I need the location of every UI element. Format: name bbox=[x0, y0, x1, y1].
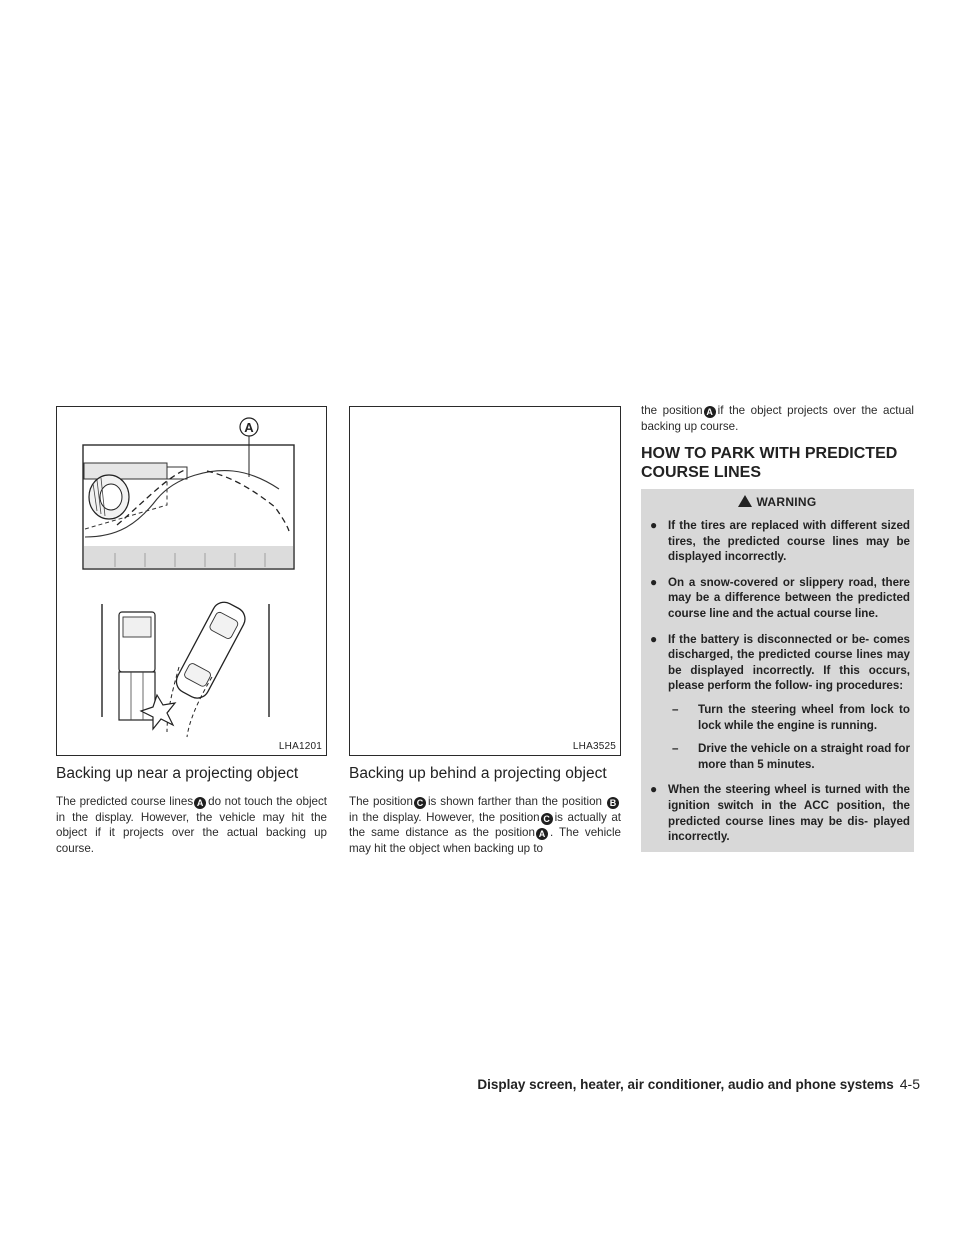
procedure-item: – Drive the vehicle on a straight road for more than 5 minutes. bbox=[672, 742, 910, 771]
bullet-icon: ● bbox=[650, 518, 658, 532]
marker-a-icon: A bbox=[194, 797, 206, 809]
figure-lha1201 bbox=[56, 406, 327, 756]
figure-1-illustration bbox=[57, 407, 326, 755]
figure-1-callout: A bbox=[244, 420, 254, 435]
warning-item: ● If the tires are replaced with different sized tires, the predicted course lines may be displayed incorrectly. bbox=[650, 518, 910, 564]
marker-c-icon: C bbox=[541, 813, 553, 825]
figure-code: LHA3525 bbox=[572, 741, 616, 752]
warning-box bbox=[641, 489, 914, 852]
marker-b-icon: B bbox=[607, 797, 619, 809]
bullet-icon: ● bbox=[650, 574, 658, 589]
page-footer bbox=[477, 1076, 920, 1092]
footer-section: Display screen, heater, air conditioner, audio and phone systems bbox=[477, 1077, 894, 1092]
figure-lha3525 bbox=[349, 406, 621, 756]
warning-item: ● On a snow-covered or slippery road, there may be a difference between the predicted course line and the actual course line. bbox=[650, 574, 910, 620]
figure-code: LHA1201 bbox=[278, 741, 322, 752]
section-2-title: Backing up behind a projecting object bbox=[349, 765, 607, 782]
marker-a-icon: A bbox=[536, 828, 548, 840]
warning-heading: WARNING bbox=[641, 495, 914, 509]
bullet-icon: ● bbox=[650, 631, 658, 646]
page-number: 4-5 bbox=[899, 1076, 920, 1092]
marker-a-icon: A bbox=[704, 406, 716, 418]
bullet-icon: ● bbox=[650, 782, 658, 797]
warning-item: ● When the steering wheel is turned with the ignition switch in the ACC position, the predicted course lines may be dis- played incorrectly. bbox=[650, 782, 910, 844]
procedure-list bbox=[668, 702, 910, 772]
warning-item: ● If the battery is disconnected or be- comes discharged, the predicted course lines may be displayed incorrectly. If this occurs, please perform the follow- ing procedures: – Turn the steering wheel from lock to lock while the engine is running. – Drive the vehicle on a straight road for more than 5 minutes. bbox=[650, 631, 910, 771]
section-2-body: The position C is shown farther than the position Bin the display. However, the position C is actually at the same distance as the position A . The vehicle may hit the object when backing up to bbox=[349, 795, 622, 855]
marker-c-icon: C bbox=[414, 797, 426, 809]
column-3-intro: the position A if the object projects over the actual backing up course. bbox=[641, 404, 914, 433]
section-1-title: Backing up near a projecting object bbox=[56, 765, 299, 782]
how-to-park-title: HOW TO PARK WITH PREDICTED COURSE LINES bbox=[641, 445, 898, 481]
section-1-body: The predicted course lines A do not touch the object in the display. However, the vehicle may hit the object if it projects over the actual backing up course. bbox=[56, 795, 327, 855]
warning-list bbox=[641, 518, 914, 855]
warning-icon bbox=[738, 495, 752, 507]
procedure-item: – Turn the steering wheel from lock to lock while the engine is running. bbox=[672, 702, 910, 732]
